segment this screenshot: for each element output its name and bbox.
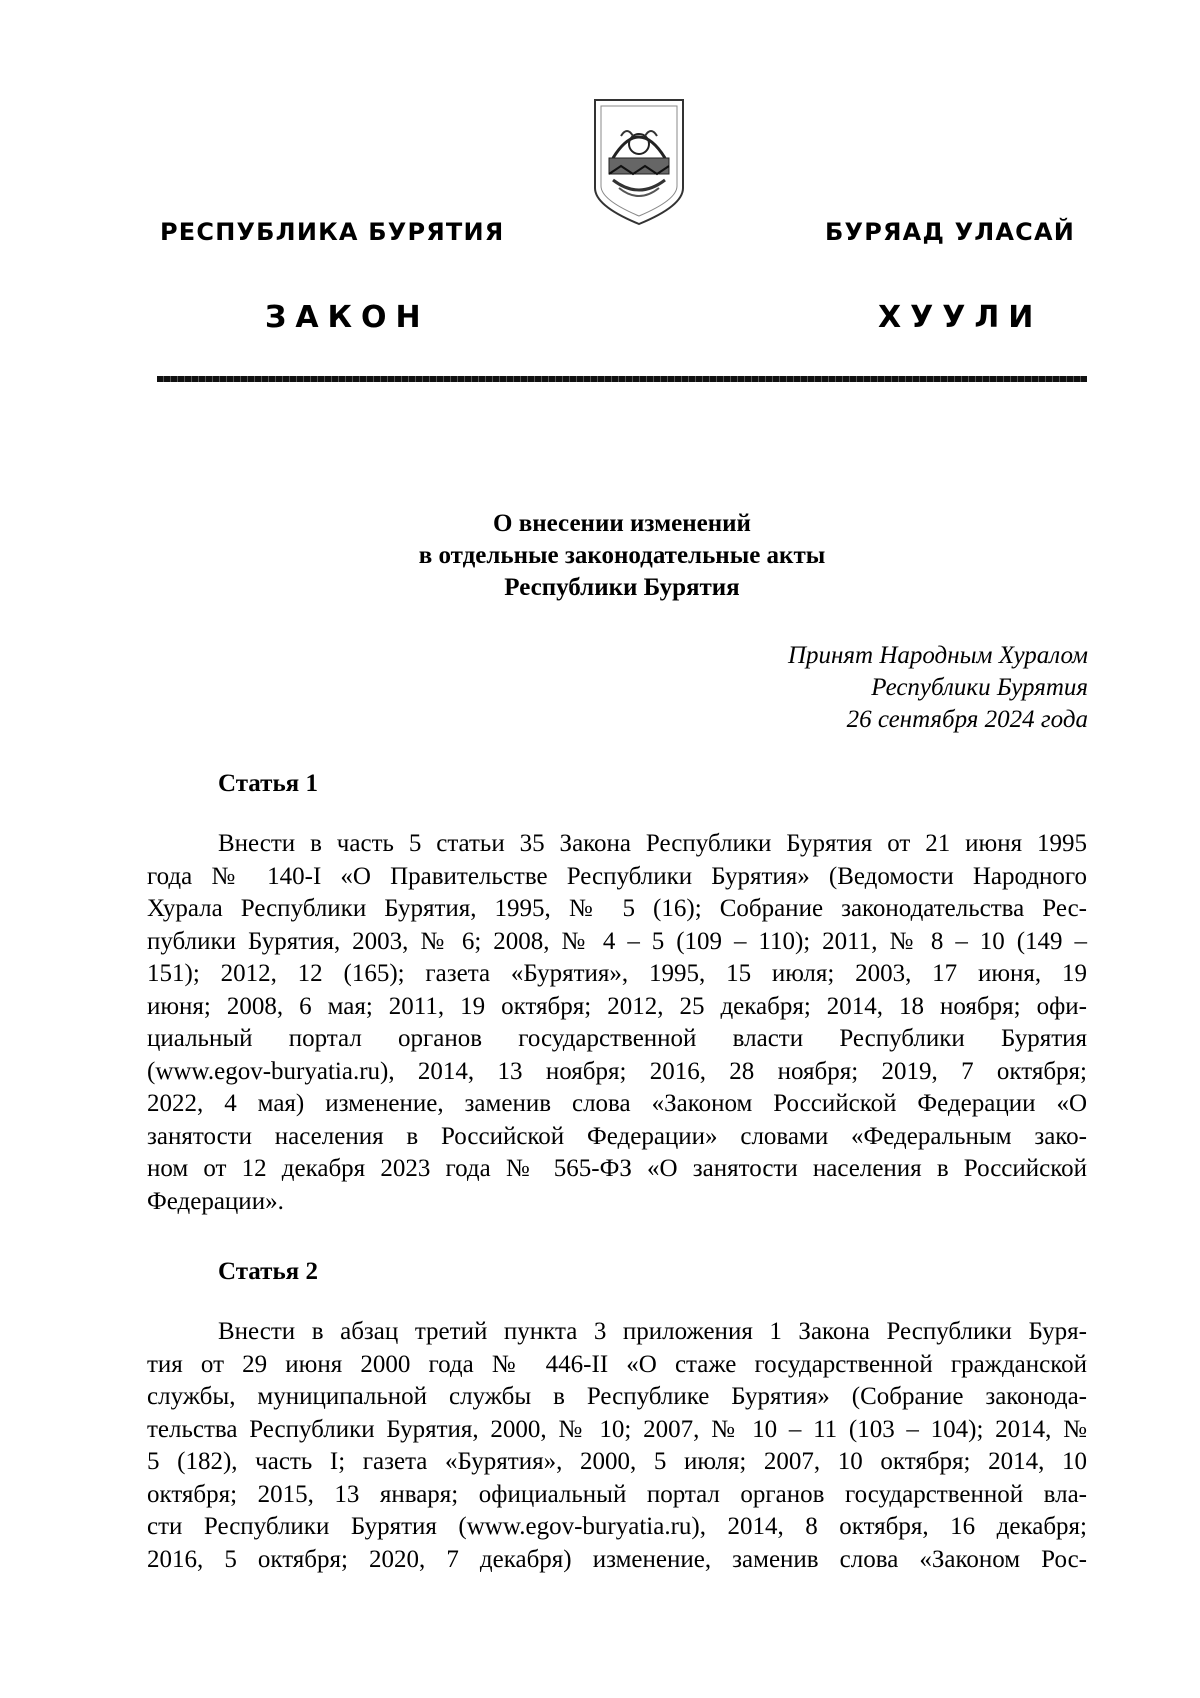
article-text-line: 2016, 5 октября; 2020, 7 декабря) изменение, заменив слова «Законом Рос- <box>147 1545 1087 1573</box>
header-divider <box>157 376 1087 382</box>
article-text-line: года № 140-I «О Правительстве Республики Бурятия» (Ведомости Народного <box>147 862 1087 890</box>
law-title-line: в отдельные законодательные акты <box>418 542 826 569</box>
article-text-line: 2022, 4 мая) изменение, заменив слова «Законом Российской Федерации «О <box>147 1090 1087 1117</box>
article-text-line: службы, муниципальной службы в Республике Бурятия» (Собрание законода- <box>147 1383 1087 1410</box>
article-1-heading: Статья 1 <box>218 770 318 797</box>
article-text-line: ном от 12 декабря 2023 года № 565-ФЗ «О занятости населения в Российской <box>147 1155 1087 1182</box>
law-label-buryat: ХУУЛИ <box>878 300 1043 335</box>
law-title-line: О внесении изменений <box>493 510 751 537</box>
article-text-line: октября; 2015, 13 января; официальный портал органов государственной вла- <box>147 1480 1087 1508</box>
adoption-date: 26 сентября 2024 года <box>846 706 1088 733</box>
article-text-line: тельства Республики Бурятия, 2000, № 10; 2007, № 10 – 11 (103 – 104); 2014, № <box>147 1415 1087 1443</box>
law-title-line: Республики Бурятия <box>504 574 740 601</box>
article-text-line: Внести в часть 5 статьи 35 Закона Республики Бурятия от 21 июня 1995 <box>218 830 1087 857</box>
law-label-russian: ЗАКОН <box>265 300 430 335</box>
article-text-line: 151); 2012, 12 (165); газета «Бурятия», 1995, 15 июля; 2003, 17 июня, 19 <box>147 960 1087 987</box>
article-text-line: публики Бурятия, 2003, № 6; 2008, № 4 – 5 (109 – 110); 2011, № 8 – 10 (149 – <box>147 927 1087 955</box>
article-text-line: Федерации». <box>147 1187 284 1215</box>
adoption-line: Республики Бурятия <box>871 674 1088 701</box>
adoption-note <box>788 640 1088 736</box>
law-title <box>157 508 1087 604</box>
article-text-line: 5 (182), часть I; газета «Бурятия», 2000, 5 июля; 2007, 10 октября; 2014, 10 <box>147 1448 1087 1475</box>
republic-name-russian: РЕСПУБЛИКА БУРЯТИЯ <box>160 218 505 246</box>
adoption-line: Принят Народным Хуралом <box>787 642 1088 669</box>
article-text-line: занятости населения в Российской Федерации» словами «Федеральным зако- <box>147 1122 1087 1150</box>
coat-of-arms-emblem <box>591 96 687 228</box>
article-2-body <box>147 1316 1087 1576</box>
article-text-line: Внести в абзац третий пункта 3 приложения 1 Закона Республики Буря- <box>218 1318 1087 1345</box>
article-text-line: июня; 2008, 6 мая; 2011, 19 октября; 2012, 25 декабря; 2014, 18 ноября; офи- <box>147 992 1087 1020</box>
republic-name-buryat: БУРЯАД УЛАСАЙ <box>825 218 1076 246</box>
article-1-body <box>147 828 1087 1218</box>
article-2-heading: Статья 2 <box>218 1258 318 1285</box>
article-text-line: Хурала Республики Бурятия, 1995, № 5 (16); Собрание законодательства Рес- <box>147 895 1087 922</box>
article-text-line: циальный портал органов государственной власти Республики Бурятия <box>147 1025 1087 1052</box>
article-text-line: тия от 29 июня 2000 года № 446-II «О стаже государственной гражданской <box>147 1350 1087 1378</box>
article-text-line: (www.egov-buryatia.ru), 2014, 13 ноября; 2016, 28 ноября; 2019, 7 октября; <box>147 1057 1087 1085</box>
article-text-line: сти Республики Бурятия (www.egov-buryatia.ru), 2014, 8 октября, 16 декабря; <box>147 1513 1087 1540</box>
